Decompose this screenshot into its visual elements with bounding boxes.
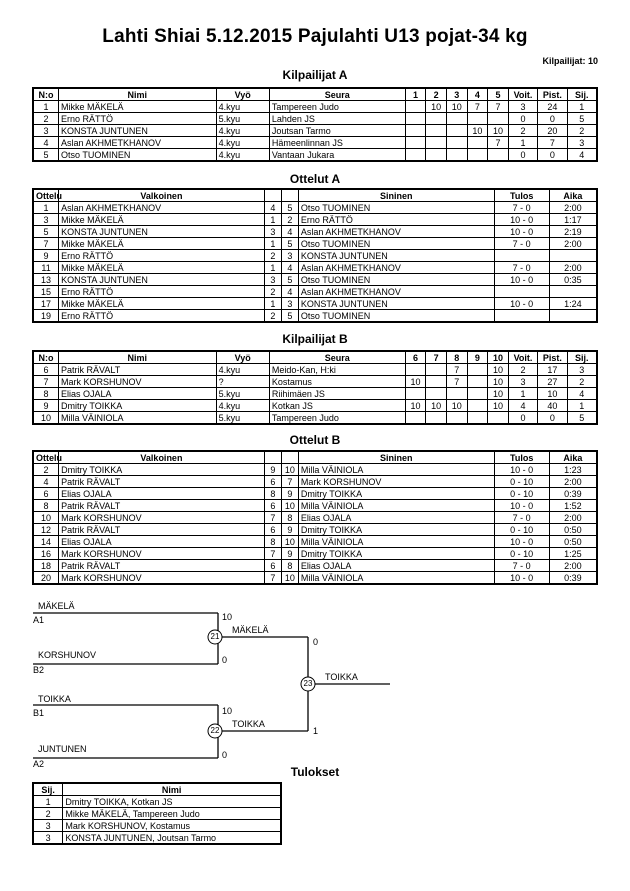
table-cell: 7 [446,376,467,388]
table-cell: 4 [33,476,59,488]
table-row [33,808,281,820]
table-cell: 0 [508,113,537,125]
table-cell: 0:35 [549,274,597,286]
table-cell: 6 [33,364,59,376]
table-cell: KONSTA JUNTUNEN [59,226,265,238]
table-cell: 2:00 [549,476,597,488]
bracket-semi2-bottom-name: JUNTUNEN [38,744,87,754]
table-cell: KONSTA JUNTUNEN [59,125,217,137]
table-cell: 1:52 [549,500,597,512]
table-cell: 6 [33,488,59,500]
table-cell: 11 [33,262,59,274]
table-cell: Erno RÄTTÖ [59,310,265,323]
bracket-semi2-bottom-score: 0 [222,750,228,760]
table-cell: 6 [264,524,281,536]
column-header: 8 [446,351,467,364]
table-cell: 10 [405,376,426,388]
column-header: Voit. [508,88,537,101]
table-cell: 10 - 0 [494,464,549,476]
table-cell: 7 - 0 [494,238,549,250]
table-cell: 4.kyu [216,137,269,149]
table-cell: 7 - 0 [494,560,549,572]
table-cell: 8 [264,536,281,548]
bracket-match-21: 21 [210,632,220,641]
column-header: Aika [549,451,597,464]
column-header: Voit. [508,351,537,364]
table-cell: 24 [538,101,567,113]
pool-a-heading: Kilpailijat A [282,68,348,82]
table-cell: 3 [33,820,63,832]
column-header: 10 [488,351,509,364]
table-cell: 5 [281,274,298,286]
column-header: 3 [446,88,467,101]
table-cell: 3 [508,101,537,113]
table-cell: 10 - 0 [494,226,549,238]
bracket-semi1-winner: MÄKELÄ [232,625,269,635]
table-cell: Erno RÄTTÖ [59,286,265,298]
table-cell: 10 [446,400,467,412]
column-header: Vyö [216,351,269,364]
table-cell: 1 [264,214,281,226]
table-cell: 2:00 [549,512,597,524]
table-cell: 3 [264,226,281,238]
table-cell: 0 - 10 [494,488,549,500]
table-cell: Elias OJALA [298,512,494,524]
table-cell: 5.kyu [216,388,269,400]
table-cell: 13 [33,274,59,286]
table-cell: Otso TUOMINEN [298,202,494,214]
table-cell: 18 [33,560,59,572]
table-cell: 9 [281,548,298,560]
table-cell: 8 [281,560,298,572]
table-cell: 4.kyu [216,125,269,137]
table-cell: 10 [467,125,488,137]
column-header: Valkoinen [59,189,265,202]
table-cell: 4.kyu [216,149,269,162]
table-cell: 10 [488,364,509,376]
table-cell: 8 [264,488,281,500]
table-cell: Kotkan JS [269,400,405,412]
table-cell: 17 [538,364,567,376]
table-cell: Mark KORSHUNOV [59,376,217,388]
table-cell: 8 [33,500,59,512]
table-cell: 10 - 0 [494,274,549,286]
table-cell: Aslan AKHMETKHANOV [59,137,217,149]
column-header: Valkoinen [59,451,265,464]
table-cell: 3 [508,376,537,388]
table-cell: 3 [567,364,597,376]
table-cell: 0 [538,412,567,425]
table-cell: 7 [446,364,467,376]
table-cell: 2:19 [549,226,597,238]
bracket-match-23: 23 [303,679,313,688]
table-cell: Mark KORSHUNOV [59,572,265,585]
column-header: 5 [488,88,509,101]
table-cell: 6 [264,476,281,488]
table-cell: 3 [567,137,597,149]
table-cell: 3 [33,125,59,137]
table-cell: 10 [488,400,509,412]
table-cell: 7 - 0 [494,512,549,524]
table-cell: 4 [508,400,537,412]
table-cell: 7 [264,572,281,585]
table-cell: Elias OJALA [59,488,265,500]
table-cell: Meido-Kan, H:ki [269,364,405,376]
table-cell: 8 [33,388,59,400]
table-cell: 10 [488,376,509,388]
table-cell: 1 [33,202,59,214]
column-header: Sij. [567,88,597,101]
table-cell: 10 - 0 [494,214,549,226]
table-cell: Milla VÄINIOLA [59,412,217,425]
bracket-semi1-top-seed: A1 [33,615,45,625]
table-cell: 10 - 0 [494,536,549,548]
table-cell: 9 [33,400,59,412]
table-cell: Kostamus [269,376,405,388]
table-cell: 1 [567,400,597,412]
table-cell: 19 [33,310,59,323]
table-cell: Otso TUOMINEN [59,149,217,162]
table-cell: 2 [33,808,63,820]
table-cell: 1:24 [549,298,597,310]
table-cell: 2 [33,464,59,476]
column-header: Ottelu [33,451,59,464]
table-cell: 3 [33,214,59,226]
column-header: 4 [467,88,488,101]
table-cell: 5 [281,310,298,323]
table-cell: Mikke MÄKELÄ, Tampereen Judo [63,808,281,820]
table-cell: 1:25 [549,548,597,560]
table-cell: 0 - 10 [494,524,549,536]
matches-a-heading: Ottelut A [289,172,341,186]
column-header: Nimi [59,351,217,364]
table-cell: 1 [264,262,281,274]
table-cell: 7 [488,101,509,113]
table-cell: Mark KORSHUNOV [59,512,265,524]
table-cell: Patrik RÄVALT [59,476,265,488]
table-cell: 0 - 10 [494,476,549,488]
column-header: Aika [549,189,597,202]
bracket-semi1-bottom-name: KORSHUNOV [38,650,97,660]
table-cell: 9 [281,524,298,536]
table-cell: 5 [567,412,597,425]
table-cell: 1 [264,298,281,310]
table-cell: 7 [264,512,281,524]
results-header-row [33,783,281,796]
table-cell: Otso TUOMINEN [298,274,494,286]
table-cell: 10 [281,572,298,585]
table-cell: Lahden JS [269,113,405,125]
table-cell: 4 [281,286,298,298]
table-cell: 2:00 [549,238,597,250]
table-cell: Tampereen Judo [269,101,405,113]
table-cell: Patrik RÄVALT [59,364,217,376]
column-header: Pist. [538,88,567,101]
table-cell: 7 - 0 [494,262,549,274]
table-cell: 6 [264,500,281,512]
pool-b-heading: Kilpailijat B [282,332,348,346]
table-cell: 5 [567,113,597,125]
column-header: Nimi [63,783,281,796]
table-cell: Dmitry TOIKKA, Kotkan JS [63,796,281,808]
table-cell: 2 [33,113,59,125]
table-cell: Tampereen Judo [269,412,405,425]
bracket-semi1-winner-score: 0 [313,637,319,647]
table-cell: Elias OJALA [298,560,494,572]
table-cell: Milla VÄINIOLA [298,572,494,585]
table-cell: 5 [281,202,298,214]
table-cell: 0:39 [549,572,597,585]
table-cell: 2 [508,125,537,137]
column-header: Sininen [298,189,494,202]
table-cell: 10 [446,101,467,113]
table-cell: ? [216,376,269,388]
table-cell: 10 [426,101,447,113]
table-cell: 1 [567,101,597,113]
table-cell: 6 [264,560,281,572]
table-cell: Mikke MÄKELÄ [59,101,217,113]
table-cell: 10 [33,412,59,425]
table-cell: 20 [33,572,59,585]
table-cell: KONSTA JUNTUNEN [59,274,265,286]
table-cell: 3 [281,298,298,310]
table-cell: 7 [33,238,59,250]
column-header: 6 [405,351,426,364]
bracket-semi2-top-seed: B1 [33,708,45,718]
table-cell: Mark KORSHUNOV, Kostamus [63,820,281,832]
table-cell: KONSTA JUNTUNEN, Joutsan Tarmo [63,832,281,845]
table-cell: 9 [281,488,298,500]
table-cell: 1 [508,137,537,149]
table-cell: 7 [538,137,567,149]
table-cell: 7 [264,548,281,560]
table-cell: 12 [33,524,59,536]
table-cell: 0:39 [549,488,597,500]
table-cell: 9 [264,464,281,476]
table-cell: 2 [281,214,298,226]
bracket-final-winner: TOIKKA [325,672,358,682]
table-cell: 40 [538,400,567,412]
table-cell: 7 [467,101,488,113]
table-cell: 15 [33,286,59,298]
column-header: Seura [269,88,405,101]
table-cell: Mikke MÄKELÄ [59,238,265,250]
table-cell: Milla VÄINIOLA [298,464,494,476]
table-cell: 10 [426,400,447,412]
column-header: Sininen [298,451,494,464]
bracket-semi2-bottom-seed: A2 [33,759,45,769]
table-cell: Otso TUOMINEN [298,238,494,250]
table-cell: 2 [508,364,537,376]
table-cell: Dmitry TOIKKA [298,548,494,560]
table-cell: 27 [538,376,567,388]
table-row [33,820,281,832]
table-cell: 5.kyu [216,113,269,125]
column-header: Pist. [538,351,567,364]
table-cell: Mikke MÄKELÄ [59,214,265,226]
table-cell: Otso TUOMINEN [298,310,494,323]
table-cell: 1 [33,101,59,113]
table-cell: Hämeenlinnan JS [269,137,405,149]
table-cell: 2 [264,310,281,323]
table-cell: 17 [33,298,59,310]
table-cell: Mark KORSHUNOV [59,548,265,560]
table-cell: 10 - 0 [494,572,549,585]
table-cell: KONSTA JUNTUNEN [298,250,494,262]
table-cell: 0 [538,149,567,162]
column-header: N:o [33,351,59,364]
page-title: Lahti Shiai 5.12.2015 Pajulahti U13 pojat-34 kg [102,26,528,47]
table-cell: 10 [488,388,509,400]
table-cell: 4 [567,149,597,162]
table-cell: 5 [33,149,59,162]
table-cell: Dmitry TOIKKA [298,524,494,536]
table-cell: 10 [538,388,567,400]
table-cell: 14 [33,536,59,548]
matches-b-heading: Ottelut B [289,433,341,447]
table-cell: 10 [281,464,298,476]
table-cell: 4 [281,262,298,274]
table-cell: 16 [33,548,59,560]
table-cell: 10 [488,125,509,137]
table-cell: Riihimäen JS [269,388,405,400]
table-cell: 2:00 [549,262,597,274]
table-cell: Joutsan Tarmo [269,125,405,137]
table-cell: 10 [281,500,298,512]
table-cell: 10 [281,536,298,548]
table-cell: Erno RÄTTÖ [59,250,265,262]
bracket-semi1-top-score: 10 [222,612,233,622]
table-cell: 4.kyu [216,400,269,412]
bracket-semi1-bottom-seed: B2 [33,665,45,675]
table-cell: 0 [508,412,537,425]
table-cell: 0:50 [549,536,597,548]
table-cell: Aslan AKHMETKHANOV [298,286,494,298]
table-cell: Patrik RÄVALT [59,500,265,512]
table-cell: Elias OJALA [59,388,217,400]
column-header: Sij. [33,783,63,796]
table-cell: 3 [281,250,298,262]
table-cell: 5 [33,226,59,238]
bracket-semi2-winner: TOIKKA [232,719,265,729]
column-header: N:o [33,88,59,101]
table-cell: 4.kyu [216,364,269,376]
table-cell: Aslan AKHMETKHANOV [298,226,494,238]
table-cell: 2:00 [549,202,597,214]
table-cell: Dmitry TOIKKA [59,400,217,412]
table-cell: Aslan AKHMETKHANOV [59,202,265,214]
column-header: Tulos [494,189,549,202]
table-cell: Mikke MÄKELÄ [59,262,265,274]
table-cell: 4 [33,137,59,149]
table-cell: 7 [33,376,59,388]
table-cell: 2 [567,376,597,388]
table-cell: 2 [264,286,281,298]
table-cell: 2 [567,125,597,137]
table-cell: 10 [405,400,426,412]
bracket-semi2-winner-score: 1 [313,726,319,736]
table-row [33,832,281,845]
table-cell: KONSTA JUNTUNEN [298,298,494,310]
table-cell: 1:23 [549,464,597,476]
table-cell: Dmitry TOIKKA [298,488,494,500]
table-cell: 4 [264,202,281,214]
table-cell: Patrik RÄVALT [59,560,265,572]
table-cell: Mark KORSHUNOV [298,476,494,488]
table-cell: 1 [264,238,281,250]
table-cell: 2:00 [549,560,597,572]
table-cell: 9 [33,250,59,262]
table-cell: Erno RÄTTÖ [298,214,494,226]
bracket-semi1-bottom-score: 0 [222,655,228,665]
column-header: Tulos [494,451,549,464]
table-cell: Milla VÄINIOLA [298,536,494,548]
table-cell: 3 [264,274,281,286]
table-cell: 5.kyu [216,412,269,425]
column-header: 2 [426,88,447,101]
results-table [32,782,282,845]
table-cell: 7 - 0 [494,202,549,214]
participants-count: Kilpailijat: 10 [542,56,598,66]
table-row [33,796,281,808]
results-heading: Tulokset [290,765,340,779]
table-cell: 0 - 10 [494,548,549,560]
table-cell: Aslan AKHMETKHANOV [298,262,494,274]
column-header: Vyö [216,88,269,101]
column-header: 1 [405,88,426,101]
table-cell: 10 - 0 [494,298,549,310]
bracket-match-22: 22 [210,726,220,735]
table-cell: 7 [281,476,298,488]
column-header: Sij. [567,351,597,364]
table-cell: Vantaan Jukara [269,149,405,162]
column-header: 7 [426,351,447,364]
table-cell: Elias OJALA [59,536,265,548]
table-cell: 1 [33,796,63,808]
table-cell: 20 [538,125,567,137]
table-cell: Milla VÄINIOLA [298,500,494,512]
table-cell: 10 [33,512,59,524]
table-cell: Mikke MÄKELÄ [59,298,265,310]
bracket-semi1-top-name: MÄKELÄ [38,601,75,611]
table-cell: Patrik RÄVALT [59,524,265,536]
table-cell: 4 [567,388,597,400]
table-cell: 7 [488,137,509,149]
column-header: Seura [269,351,405,364]
column-header: 9 [467,351,488,364]
table-cell: 8 [281,512,298,524]
table-cell: 4 [281,226,298,238]
table-cell: 2 [264,250,281,262]
table-cell: 0 [508,149,537,162]
column-header: Ottelu [33,189,59,202]
table-cell: 5 [281,238,298,250]
table-cell: 10 - 0 [494,500,549,512]
bracket-semi2-top-score: 10 [222,706,233,716]
table-cell: Dmitry TOIKKA [59,464,265,476]
table-cell: 1:17 [549,214,597,226]
table-cell: 0 [538,113,567,125]
table-cell: Erno RÄTTÖ [59,113,217,125]
bracket-semi2-top-name: TOIKKA [38,694,71,704]
table-cell: 1 [508,388,537,400]
column-header: Nimi [59,88,217,101]
table-cell: 4.kyu [216,101,269,113]
table-cell: 0:50 [549,524,597,536]
table-cell: 3 [33,832,63,845]
